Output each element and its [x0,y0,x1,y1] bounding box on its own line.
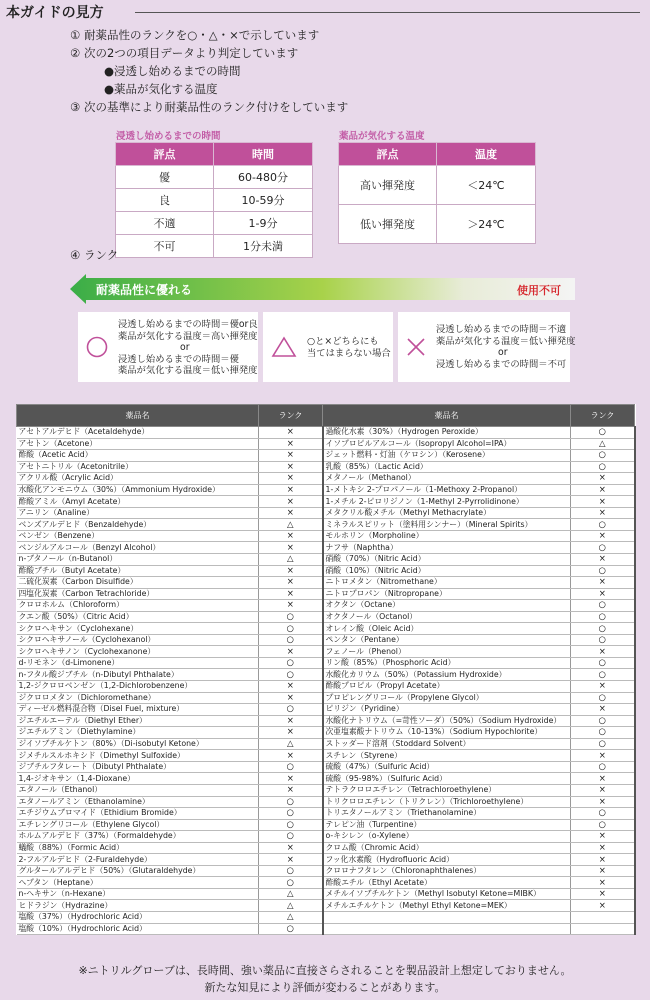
time-table-label: 浸透し始めるまでの時間 [116,131,221,142]
rank-heading: ④ ランク [70,248,119,262]
chemical-rank: × [571,530,635,542]
chemical-name: ジクロロメタン（Dichloromethane） [17,692,259,704]
table-row [17,784,635,796]
table-row [17,542,635,554]
table-row [17,750,635,762]
chemical-name: ニトロプロパン（Nitropropane） [323,588,571,600]
chemical-rank: × [571,646,635,658]
chemical-name: ペンタン（Pentane） [323,634,571,646]
chemical-name: テトラクロロエチレン（Tetrachloroethylene） [323,784,571,796]
chemical-name: リン酸（85%）（Phosphoric Acid） [323,657,571,669]
chemical-name: ストッダード溶剤（Stoddard Solvent） [323,738,571,750]
chemical-name: 酢酸アミル（Amyl Acetate） [17,496,259,508]
table-row [17,796,635,808]
chemical-name: o-キシレン（o-Xylene） [323,831,571,843]
cross-icon [406,337,426,357]
temp-table [338,142,536,244]
chemical-rank: ○ [571,623,635,635]
chemical-rank: ○ [571,715,635,727]
chemical-rank: × [259,784,323,796]
chemical-name: シクロヘキサン（Cyclohexane） [17,623,259,635]
temp-table-header: 温度 [437,143,536,166]
steps [70,26,348,116]
chemical-rank: × [571,877,635,889]
chemical-rank: ○ [571,669,635,681]
chemical-name: n-ヘキサン（n-Hexane） [17,888,259,900]
table-row [17,484,635,496]
chemical-rank: × [571,831,635,843]
table-row [17,842,635,854]
temp-table-cell: ＞24℃ [437,205,536,244]
chemical-name: オレイン酸（Oleic Acid） [323,623,571,635]
chemical-rank: △ [259,888,323,900]
rank-good-label: 耐薬品性に優れる [96,283,193,297]
temp-table-cell: ＜24℃ [437,166,536,205]
time-table-cell: 1分未満 [214,235,313,258]
chemical-name: 硫酸（95-98%）（Sulfuric Acid） [323,773,571,785]
table-row [17,611,635,623]
chemical-rank: △ [571,438,635,450]
chemical-name: n-ブタノール（n-Butanol） [17,554,259,566]
rank-bad-label: 使用不可 [517,284,561,297]
table-row [17,438,635,450]
page-title: 本ガイドの見方 [6,5,104,21]
chemical-name: トリエタノールアミン（Triethanolamine） [323,808,571,820]
chemical-name: 酢酸（Acetic Acid） [17,450,259,462]
table-row [17,554,635,566]
chemical-table-header: 薬品名 [17,405,259,427]
chemical-name: クロロホルム（Chloroform） [17,600,259,612]
chemical-name: 硝酸（70%）（Nitric Acid） [323,554,571,566]
table-row [17,623,635,635]
chemical-name: エタノール（Ethanol） [17,784,259,796]
chemical-name: ナフサ（Naphtha） [323,542,571,554]
chemical-rank: × [259,588,323,600]
table-row [17,657,635,669]
chemical-table [16,404,636,935]
temp-table-header: 評点 [339,143,437,166]
chemical-name: エタノールアミン（Ethanolamine） [17,796,259,808]
chemical-rank: ○ [571,738,635,750]
table-row [17,669,635,681]
chemical-name: シクロヘキサノール（Cyclohexanol） [17,634,259,646]
chemical-rank: × [571,750,635,762]
chemical-name: 硝酸（10%）（Nitric Acid） [323,565,571,577]
time-table [115,142,313,258]
chemical-rank: ○ [571,657,635,669]
legend-line: 薬品が気化する温度＝低い揮発度 [118,365,258,376]
table-row [17,923,635,935]
chemical-name: クエン酸（50%）（Citric Acid） [17,611,259,623]
chemical-rank: × [259,427,323,439]
chemical-rank: △ [259,554,323,566]
chemical-name: 2-フルアルデヒド（2-Furaldehyde） [17,854,259,866]
table-row [17,681,635,693]
chemical-name: ニトロメタン（Nitromethane） [323,577,571,589]
legend-cross [398,312,576,382]
legend-cross-text [436,324,575,370]
chemical-rank: × [571,507,635,519]
time-table-cell: 1-9分 [214,212,313,235]
table-row [17,496,635,508]
chemical-name: エチレングリコール（Ethylene Glycol） [17,819,259,831]
chemical-name: 酢酸エチル（Ethyl Acetate） [323,877,571,889]
chemical-rank: × [571,484,635,496]
chemical-name: 硫酸（47%）（Sulfuric Acid） [323,761,571,773]
chemical-name: テレピン油（Turpentine） [323,819,571,831]
chemical-name: アクリル酸（Acrylic Acid） [17,473,259,485]
chemical-rank: × [259,496,323,508]
table-row [17,692,635,704]
chemical-rank: ○ [571,634,635,646]
table-row [17,427,635,439]
time-table-header: 評点 [116,143,214,166]
chemical-rank: × [571,681,635,693]
chemical-table-header: 薬品名 [323,405,571,427]
chemical-name: オクタノール（Octanol） [323,611,571,623]
chemical-rank: × [259,484,323,496]
chemical-rank: × [259,773,323,785]
step-2-bullet-a: ●浸透し始めるまでの時間 [104,64,241,78]
chemical-name: クロロナフタレン（Chloronaphthalenes） [323,865,571,877]
chemical-table-header: ランク [571,405,635,427]
chemical-rank: ○ [259,819,323,831]
table-row [17,588,635,600]
chemical-rank: × [259,530,323,542]
chemical-name: メチルエチルケトン（Methyl Ethyl Ketone=MEK） [323,900,571,912]
chemical-name: ホルムアルデヒド（37%）（Formaldehyde） [17,831,259,843]
legend-line: 浸透し始めるまでの時間＝優 [118,353,239,365]
table-row [17,461,635,473]
chemical-name: ベンズアルデヒド（Benzaldehyde） [17,519,259,531]
chemical-rank: ○ [571,450,635,462]
chemical-rank: ○ [259,877,323,889]
chemical-name: シクロヘキサノン（Cyclohexanone） [17,646,259,658]
chemical-rank: ○ [259,623,323,635]
chemical-name [323,911,571,923]
chemical-rank: × [259,842,323,854]
table-row [17,565,635,577]
chemical-name: クロム酸（Chromic Acid） [323,842,571,854]
chemical-rank: ○ [571,565,635,577]
temp-table-cell: 低い揮発度 [339,205,437,244]
chemical-rank: × [571,554,635,566]
time-table-cell: 60-480分 [214,166,313,189]
chemical-rank: × [259,565,323,577]
chemical-name: 二硫化炭素（Carbon Disulfide） [17,577,259,589]
legend-line: 薬品が気化する温度＝高い揮発度 [118,330,258,342]
chemical-name: 1-メトキシ 2-プロパノール（1-Methoxy 2-Propanol） [323,484,571,496]
table-row [17,819,635,831]
table-row [17,507,635,519]
chemical-rank: ○ [571,819,635,831]
chemical-rank: ○ [259,923,323,935]
table-row [17,888,635,900]
chemical-rank: × [259,692,323,704]
chemical-name: 1-メチル 2-ピロリジノン（1-Methyl 2-Pyrrolidinone） [323,496,571,508]
chemical-name: フッ化水素酸（Hydrofluoric Acid） [323,854,571,866]
table-row [17,530,635,542]
chemical-rank: ○ [571,611,635,623]
chemical-name: ベンゼン（Benzene） [17,530,259,542]
chemical-rank: × [259,854,323,866]
chemical-rank: × [259,507,323,519]
legend-line: ○と×どちらにも [307,336,379,347]
chemical-name: 酢酸ブチル（Butyl Acetate） [17,565,259,577]
circle-icon [86,336,108,358]
chemical-rank: × [571,704,635,716]
chemical-name: ジブチルフタレート（Dibutyl Phthalate） [17,761,259,773]
chemical-name: 塩酸（37%）（Hydrochloric Acid） [17,911,259,923]
table-row [17,450,635,462]
table-row [17,519,635,531]
legend-line: 当てはまらない場合 [307,347,391,359]
table-row [17,865,635,877]
chemical-rank: ○ [259,865,323,877]
chemical-name: アセトアルデヒド（Acetaldehyde） [17,427,259,439]
chemical-name: ディーゼル燃料混合物（Disel Fuel, mixture） [17,704,259,716]
chemical-name: フェノール（Phenol） [323,646,571,658]
chemical-rank: × [259,461,323,473]
table-row [17,646,635,658]
chemical-name: ジェット燃料・灯油（ケロシン）（Kerosene） [323,450,571,462]
time-table-cell: 10-59分 [214,189,313,212]
chemical-name: モルホリン（Morpholine） [323,530,571,542]
chemical-rank: × [571,496,635,508]
step-3: ③ 次の基準により耐薬品性のランク付けをしています [70,100,349,114]
chemical-rank: × [259,715,323,727]
time-table-header: 時間 [214,143,313,166]
chemical-rank: × [571,784,635,796]
title-rule [135,12,640,13]
legend-line: or [180,342,190,353]
chemical-rank: ○ [571,808,635,820]
chemical-name: 1,4-ジオキサン（1,4-Dioxane） [17,773,259,785]
chemical-rank [571,911,635,923]
chemical-name: オクタン（Octane） [323,600,571,612]
chemical-rank: △ [259,519,323,531]
chemical-name [323,923,571,935]
chemical-rank: ○ [259,831,323,843]
triangle-icon [271,336,297,358]
chemical-rank: × [571,888,635,900]
chemical-name: イソプロピルアルコール（Isopropyl Alcohol=IPA） [323,438,571,450]
table-row [17,634,635,646]
chemical-rank: × [571,773,635,785]
table-row [17,773,635,785]
chemical-name: スチレン（Styrene） [323,750,571,762]
chemical-rank: × [571,865,635,877]
step-2: ② 次の2つの項目データより判定しています [70,46,299,60]
chemical-name: 酢酸プロピル（Propyl Acetate） [323,681,571,693]
chemical-rank: × [571,842,635,854]
time-table-cell: 不適 [116,212,214,235]
chemical-name: ミネラルスピリット（塗料用シンナー）（Mineral Spirits） [323,519,571,531]
chemical-rank: ○ [571,692,635,704]
chemical-rank: × [571,854,635,866]
table-row [17,831,635,843]
step-1: ① 耐薬品性のランクを○・△・×で示しています [70,28,320,42]
chemical-name: トリクロロエチレン（トリクレン）（Trichloroethylene） [323,796,571,808]
chemical-name: グルタールアルデヒド（50%）（Glutaraldehyde） [17,865,259,877]
table-row [17,877,635,889]
table-row [17,577,635,589]
table-row [17,704,635,716]
chemical-name: 水酸化カリウム（50%）（Potassium Hydroxide） [323,669,571,681]
temp-table-cell: 高い揮発度 [339,166,437,205]
chemical-rank: ○ [259,634,323,646]
legend-line: 浸透し始めるまでの時間＝優or良 [118,319,258,330]
chemical-rank: × [259,438,323,450]
table-row [17,715,635,727]
chemical-rank: × [571,588,635,600]
table-row [17,738,635,750]
table-row [17,761,635,773]
time-table-cell: 優 [116,166,214,189]
chemical-rank: △ [259,738,323,750]
chemical-rank: ○ [571,600,635,612]
legend-line: 浸透し始めるまでの時間＝不適 [436,324,567,335]
temp-table-label: 薬品が気化する温度 [339,131,425,142]
chemical-name: ジエチルエーテル（Diethyl Ether） [17,715,259,727]
table-row [17,727,635,739]
table-row [17,473,635,485]
chemical-name: アセトン（Acetone） [17,438,259,450]
chemical-rank: × [571,473,635,485]
chemical-rank: × [259,600,323,612]
chemical-rank: × [571,900,635,912]
chemical-name: ジエチルアミン（Diethylamine） [17,727,259,739]
chemical-name: プロピレングリコール（Propylene Glycol） [323,692,571,704]
chemical-rank: × [259,750,323,762]
chemical-rank: △ [259,900,323,912]
chemical-rank: ○ [571,461,635,473]
legend-triangle-text [307,336,391,359]
table-row [17,854,635,866]
legend-line: 浸透し始めるまでの時間＝不可 [436,358,567,370]
chemical-name: ピリジン（Pyridine） [323,704,571,716]
legend-line: 薬品が気化する温度＝低い揮発度 [436,335,576,347]
chemical-rank: × [259,473,323,485]
chemical-name: 水酸化アンモニウム（30%）（Ammonium Hydroxide） [17,484,259,496]
chemical-name: メチルイソブチルケトン（Methyl Isobutyl Ketone=MIBK） [323,888,571,900]
chemical-name: 四塩化炭素（Carbon Tetrachloride） [17,588,259,600]
chemical-rank: ○ [571,542,635,554]
chemical-rank: ○ [571,727,635,739]
chemical-name: ヘプタン（Heptane） [17,877,259,889]
chemical-name: 次亜塩素酸ナトリウム（10-13%）（Sodium Hypochlorite） [323,727,571,739]
chemical-name: 塩酸（10%）（Hydrochloric Acid） [17,923,259,935]
chemical-rank: ○ [571,761,635,773]
chemical-rank: ○ [259,669,323,681]
chemical-name: 過酸化水素（30%）（Hydrogen Peroxide） [323,427,571,439]
legend-circle-text [118,319,258,377]
table-row [17,808,635,820]
legend-triangle [263,312,393,382]
step-2-bullet-b: ●薬品が気化する温度 [104,82,218,96]
chemical-name: 1,2-ジクロロベンゼン（1,2-Dichlorobenzene） [17,681,259,693]
chemical-rank: × [571,577,635,589]
chemical-rank: ○ [259,796,323,808]
chemical-name: d-リモネン（d-Limonene） [17,657,259,669]
chemical-name: アニリン（Analine） [17,507,259,519]
chemical-rank [571,923,635,935]
chemical-rank: × [571,796,635,808]
chemical-name: 蟻酸（88%）（Formic Acid） [17,842,259,854]
chemical-name: アセトニトリル（Acetonitrile） [17,461,259,473]
table-row [17,911,635,923]
chemical-name: n-フタル酸ジブチル（n-Dibutyl Phthalate） [17,669,259,681]
chemical-name: ヒドラジン（Hydrazine） [17,900,259,912]
chemical-name: メタクリル酸メチル（Methyl Methacrylate） [323,507,571,519]
chemical-rank: × [259,542,323,554]
chemical-name: ベンジルアルコール（Benzyl Alcohol） [17,542,259,554]
chemical-rank: △ [259,911,323,923]
chemical-name: 水酸化ナトリウム（=苛性ソーダ）（50%）（Sodium Hydroxide） [323,715,571,727]
chemical-rank: × [259,646,323,658]
chemical-name: 乳酸（85%）（Lactic Acid） [323,461,571,473]
legend-circle [78,312,258,382]
footnote-line-1: ※ニトリルグローブは、長時間、強い薬品に直接さらされることを製品設計上想定しておりません。 [78,964,572,977]
chemical-rank: × [259,577,323,589]
chemical-table-header: ランク [259,405,323,427]
chemical-rank: ○ [259,657,323,669]
footnote-line-2: 新たな知見により評価が変わることがあります。 [204,981,446,994]
table-row [17,600,635,612]
table-row [17,900,635,912]
chemical-rank: ○ [571,519,635,531]
chemical-rank: ○ [259,808,323,820]
chemical-rank: × [259,727,323,739]
chemical-rank: ○ [259,611,323,623]
chemical-rank: × [259,450,323,462]
legend-line: or [498,347,508,358]
chemical-rank: ○ [259,761,323,773]
chemical-rank: ○ [571,427,635,439]
chemical-rank: × [259,681,323,693]
chemical-name: エチジウムブロマイド（Ethidium Bromide） [17,808,259,820]
rank-arrow [70,274,575,304]
chemical-name: メタノール（Methanol） [323,473,571,485]
time-table-cell: 良 [116,189,214,212]
chemical-name: ジメチルスルホキシド（Dimethyl Sulfoxide） [17,750,259,762]
time-table-cell: 不可 [116,235,214,258]
chemical-rank: ○ [259,704,323,716]
chemical-table-body [17,427,635,935]
chemical-name: ジイソブチルケトン（80%）（Di-isobutyl Ketone） [17,738,259,750]
